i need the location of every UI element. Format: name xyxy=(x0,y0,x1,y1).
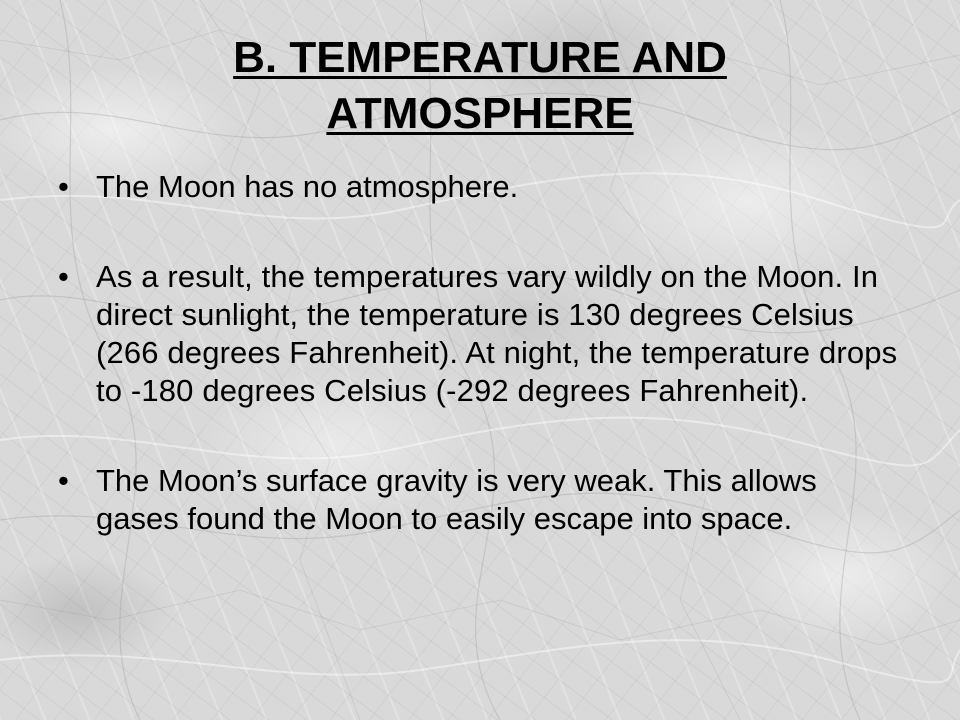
slide-title-line-1: B. TEMPERATURE AND xyxy=(233,33,727,82)
bullet-item-no-atmosphere xyxy=(58,168,898,206)
bullet-point-icon: • xyxy=(58,259,69,294)
bullet-text: As a result, the temperatures vary wildly on the Moon. In direct sunlight, the temperature is 130 degrees Celsius (266 degrees Fahrenheit). At night, the temperature drops to -180 degrees Celsius (-292 degrees Fahrenheit). xyxy=(96,259,898,408)
bullet-point-icon: • xyxy=(58,463,69,498)
bullet-point-icon: • xyxy=(58,169,69,204)
slide-title-line-2: ATMOSPHERE xyxy=(326,89,634,138)
slide-title xyxy=(60,30,900,142)
bullet-item-temperatures xyxy=(58,258,898,410)
bullet-text: The Moon has no atmosphere. xyxy=(96,169,519,204)
bullet-text: The Moon’s surface gravity is very weak. This allows gases found the Moon to easily escape into space. xyxy=(96,463,817,536)
bullet-list xyxy=(58,168,898,538)
bullet-item-gravity xyxy=(58,462,898,538)
